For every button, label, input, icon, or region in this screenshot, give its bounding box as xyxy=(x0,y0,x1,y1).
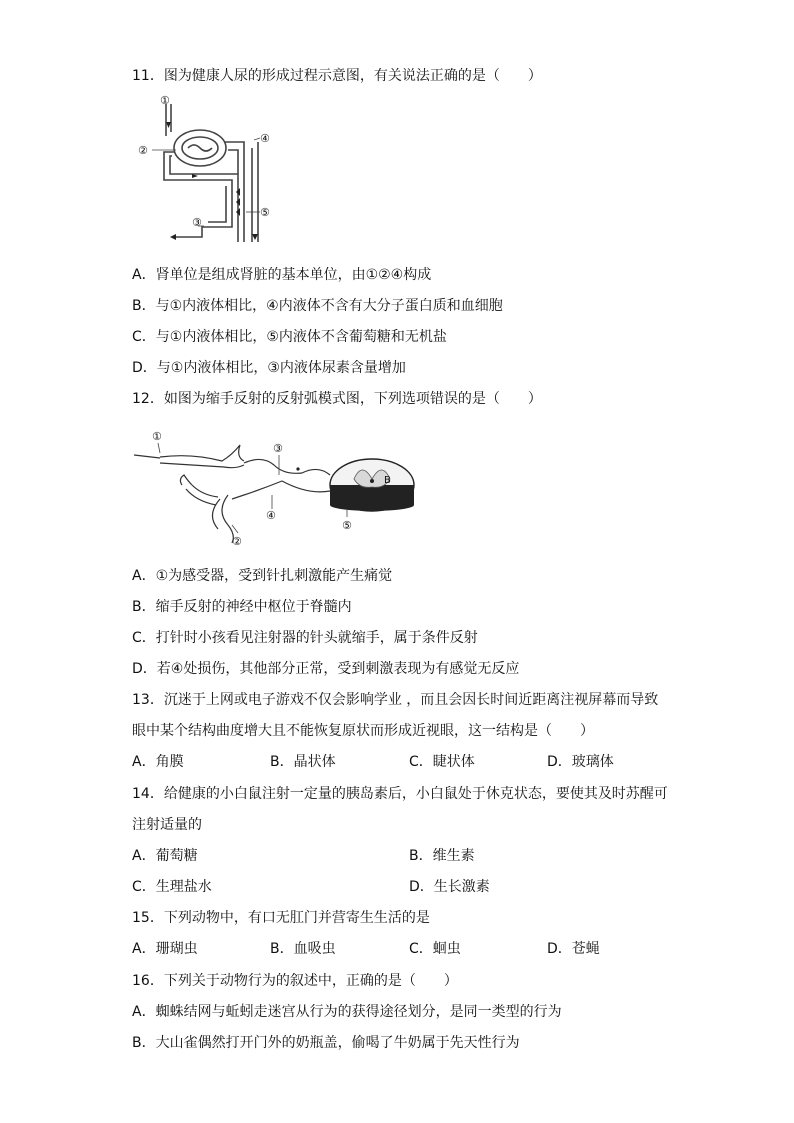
q16-option-b: B．大山雀偶然打开门外的奶瓶盖，偷喝了牛奶属于先天性行为 xyxy=(132,1035,520,1051)
q11-option-b: B．与①内液体相比，④内液体不含有大分子蛋白质和血细胞 xyxy=(132,298,503,314)
kidney-nephron-diagram xyxy=(132,92,282,242)
label-b: B xyxy=(384,475,391,486)
q13-stem-line1: 13．沉迷于上网或电子游戏不仅会影响学业 ，而且会因长时间近距离注视屏幕而导致 xyxy=(132,692,659,708)
q16-stem: 16．下列关于动物行为的叙述中，正确的是（ ） xyxy=(132,973,458,989)
q15-option-d: D．苍蝇 xyxy=(547,941,600,957)
q15-option-c: C．蛔虫 xyxy=(409,941,461,957)
label-4: ④ xyxy=(260,132,270,145)
q14-stem-line1: 14．给健康的小白鼠注射一定量的胰岛素后，小白鼠处于休克状态，要使其及时苏醒可 xyxy=(132,786,668,802)
q16-option-a: A．蜘蛛结网与蚯蚓走迷宫从行为的获得途径划分，是同一类型的行为 xyxy=(132,1004,562,1020)
q13-option-a: A．角膜 xyxy=(132,754,184,770)
reflex-arc-diagram xyxy=(132,425,422,555)
q13-stem-line2: 眼中某个结构曲度增大且不能恢复原状而形成近视眼，这一结构是（ ） xyxy=(132,723,594,739)
q13-option-b: B．晶状体 xyxy=(270,754,336,770)
q11-option-a: A．肾单位是组成肾脏的基本单位，由①②④构成 xyxy=(132,267,432,283)
q12-option-c: C．打针时小孩看见注射器的针头就缩手，属于条件反射 xyxy=(132,630,478,646)
q11-stem: 11．图为健康人尿的形成过程示意图，有关说法正确的是（ ） xyxy=(132,68,542,84)
q15-stem: 15．下列动物中，有口无肛门并营寄生生活的是 xyxy=(132,910,430,926)
label-2: ② xyxy=(232,535,242,548)
q15-option-b: B．血吸虫 xyxy=(270,941,336,957)
label-4: ④ xyxy=(266,509,276,522)
label-5: ⑤ xyxy=(260,206,270,219)
label-1: ① xyxy=(152,430,162,443)
q14-option-a: A．葡萄糖 xyxy=(132,848,198,864)
q12-option-b: B．缩手反射的神经中枢位于脊髓内 xyxy=(132,599,352,615)
q12-option-a: A．①为感受器，受到针扎刺激能产生痛觉 xyxy=(132,568,393,584)
q14-option-b: B．维生素 xyxy=(409,848,475,864)
q14-stem-line2: 注射适量的 xyxy=(132,817,202,833)
q14-option-d: D．生长激素 xyxy=(409,879,490,895)
label-5: ⑤ xyxy=(342,519,352,532)
label-3: ③ xyxy=(273,442,283,455)
q13-option-c: C．睫状体 xyxy=(409,754,475,770)
q12-option-d: D．若④处损伤，其他部分正常，受到刺激表现为有感觉无反应 xyxy=(132,661,520,677)
label-1: ① xyxy=(160,94,170,107)
q12-stem: 12．如图为缩手反射的反射弧模式图，下列选项错误的是（ ） xyxy=(132,391,542,407)
label-3: ③ xyxy=(192,216,202,229)
q15-option-a: A．珊瑚虫 xyxy=(132,941,198,957)
label-2: ② xyxy=(138,144,148,157)
q11-option-c: C．与①内液体相比，⑤内液体不含葡萄糖和无机盐 xyxy=(132,329,447,345)
q11-option-d: D．与①内液体相比，③内液体尿素含量增加 xyxy=(132,360,406,376)
q14-option-c: C．生理盐水 xyxy=(132,879,212,895)
q13-option-d: D．玻璃体 xyxy=(547,754,614,770)
